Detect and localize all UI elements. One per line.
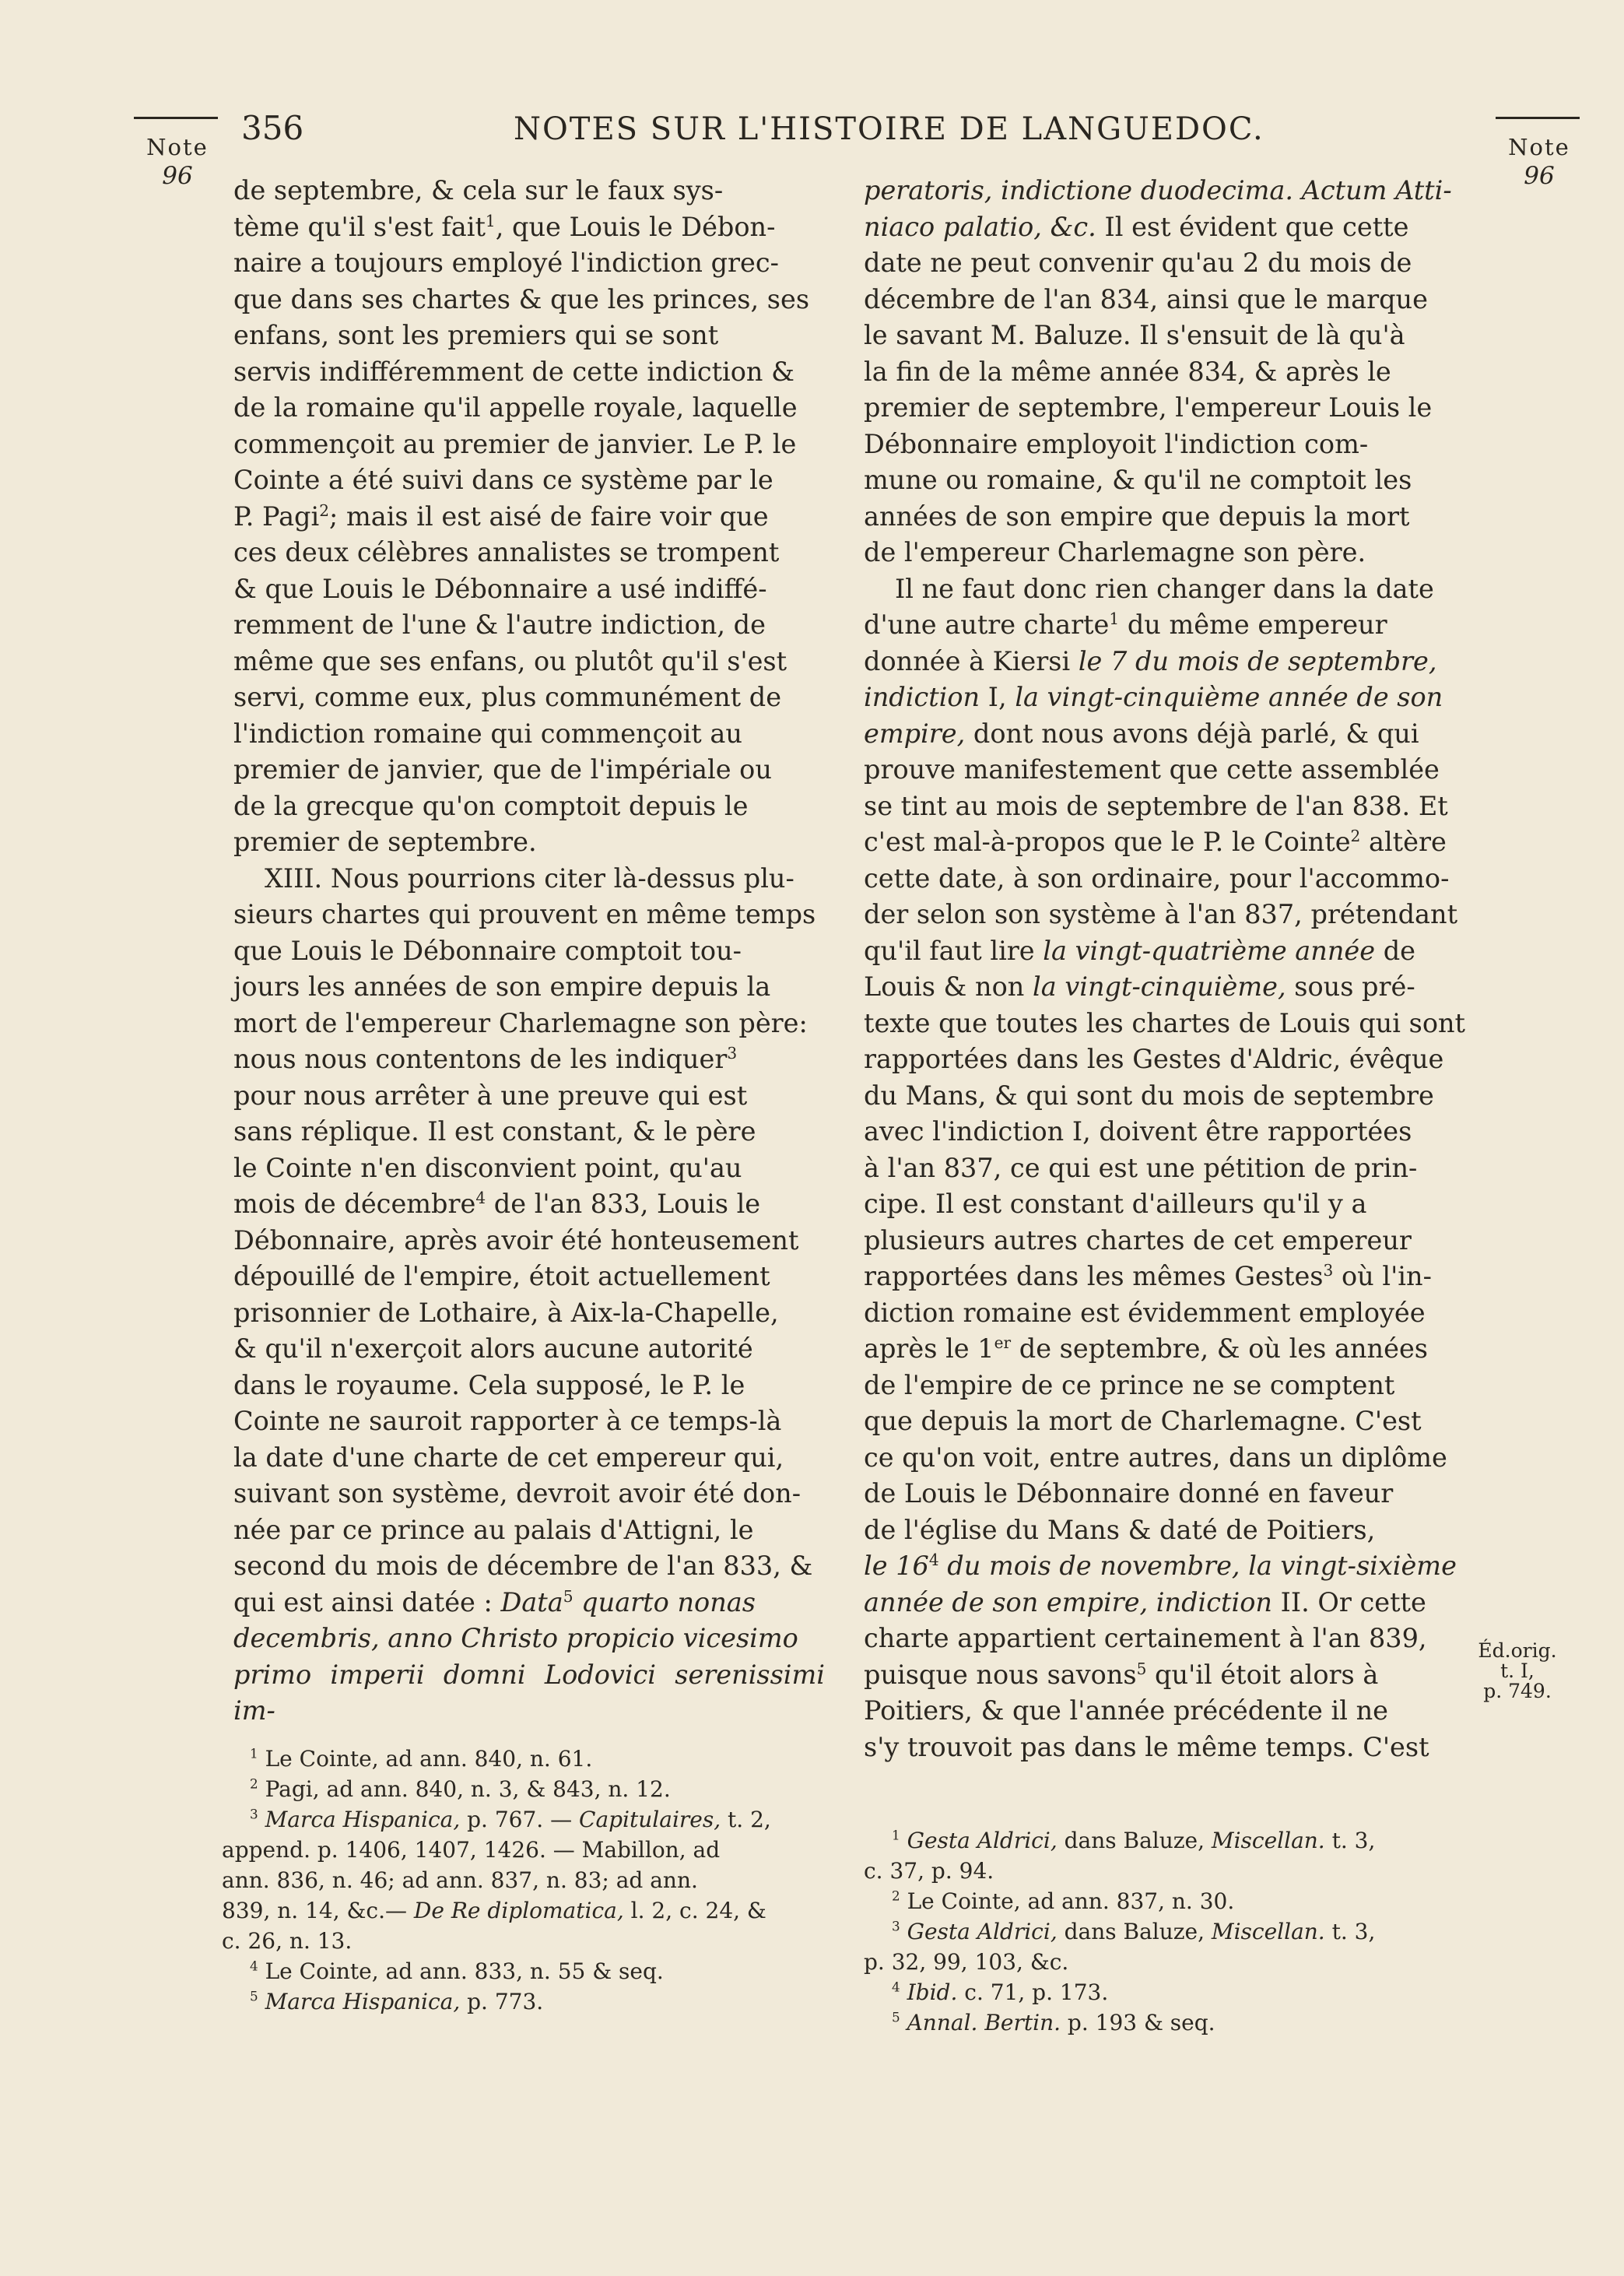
text-line: que Louis le Débonnaire comptoit tou- xyxy=(233,935,742,966)
text-line: née par ce prince au palais d'Attigni, le xyxy=(233,1514,754,1545)
note-number-left: 96 xyxy=(162,162,193,190)
text-line: commençoit au premier de janvier. Le P. le xyxy=(233,428,797,459)
right-column xyxy=(864,173,1471,1765)
text-line: plusieurs autres chartes de cet empereur xyxy=(864,1224,1412,1256)
text-line: que dans ses chartes & que les princes, ses xyxy=(233,283,810,314)
footnote: $^4$ Ibid. c. 71, p. 173. xyxy=(892,1979,1109,2005)
footnote: $^5$ Annal. Bertin. p. 193 & seq. xyxy=(892,2009,1215,2035)
footnote: $^2$ Le Cointe, ad ann. 837, n. 30. xyxy=(892,1888,1235,1914)
text-line: après le 1er de septembre, & où les années xyxy=(864,1333,1428,1364)
note-label-left: Note xyxy=(146,134,209,160)
ordinal-suffix: er xyxy=(994,1333,1012,1352)
text-line: Cointe a été suivi dans ce système par le xyxy=(233,465,773,495)
text-line: second du mois de décembre de l'an 833, & xyxy=(233,1551,813,1581)
text-line: de la romaine qu'il appelle royale, laquelle xyxy=(233,392,798,423)
text-line: empire, dont nous avons déjà parlé, & qui xyxy=(864,718,1419,749)
footnote-continuation: append. p. 1406, 1407, 1426. — Mabillon, ad xyxy=(222,1837,721,1863)
text-line: d'une autre charte$^1$ du même empereur xyxy=(864,609,1387,640)
text-line: suivant son système, devroit avoir été don- xyxy=(233,1478,801,1509)
header-rule-right xyxy=(1496,117,1580,119)
text-line: la date d'une charte de cet empereur qui, xyxy=(233,1442,784,1473)
footnote-ref: 5 xyxy=(1136,1659,1147,1678)
footnote-ref: 5 xyxy=(563,1586,573,1606)
footnotes-left xyxy=(222,1744,829,2017)
footnote: $^3$ Marca Hispanica, p. 767. — Capitulaires, t. 2, xyxy=(250,1806,771,1832)
text-line: rapportées dans les Gestes d'Aldric, évêque xyxy=(864,1044,1444,1074)
footnote: $^3$ Gesta Aldrici, dans Baluze, Miscellan. t. 3, xyxy=(892,1918,1376,1944)
text-line: charte appartient certainement à l'an 839, xyxy=(864,1623,1427,1653)
text-line: premier de septembre, l'empereur Louis le xyxy=(864,392,1433,423)
text-line: dans le royaume. Cela supposé, le P. le xyxy=(233,1369,745,1400)
text-line: decembris, anno Christo propicio vicesimo xyxy=(233,1623,798,1653)
text-line: der selon son système à l'an 837, prétendant xyxy=(864,899,1458,929)
text-line: l'indiction romaine qui commençoit au xyxy=(233,718,742,749)
text-line: remment de l'une & l'autre indiction, de xyxy=(233,609,766,640)
text-line: décembre de l'an 834, ainsi que le marque xyxy=(864,283,1428,314)
text-line: primo imperii domni Lodovici serenissimi im- xyxy=(233,1659,825,1726)
text-line: ce qu'on voit, entre autres, dans un diplôme xyxy=(864,1442,1447,1473)
text-line: à l'an 837, ce qui est une pétition de prin- xyxy=(864,1152,1418,1183)
text-line: années de son empire que depuis la mort xyxy=(864,501,1410,532)
text-line: qu'il faut lire la vingt-quatrième année de xyxy=(864,935,1416,966)
text-line: de l'empire de ce prince ne se comptent xyxy=(864,1369,1395,1400)
text-line: & qu'il n'exerçoit alors aucune autorité xyxy=(233,1333,753,1364)
footnote-ref: 1 xyxy=(485,211,496,230)
text-line: diction romaine est évidemment employée xyxy=(864,1297,1426,1328)
text-line: date ne peut convenir qu'au 2 du mois de xyxy=(864,248,1412,278)
text-line: premier de septembre. xyxy=(233,827,537,857)
text-line: indiction I, la vingt-cinquième année de son xyxy=(864,682,1443,712)
text-line: le savant M. Baluze. Il s'ensuit de là qu'à xyxy=(864,320,1405,350)
text-line: Cointe ne sauroit rapporter à ce temps-là xyxy=(233,1406,782,1436)
text-line: avec l'indiction I, doivent être rapportées xyxy=(864,1116,1412,1147)
text-line: la fin de la même année 834, & après le xyxy=(864,356,1391,387)
footnote-ref: 1 xyxy=(1109,609,1120,628)
footnote-continuation: 839, n. 14, &c.— De Re diplomatica, l. 2, c. 24, & xyxy=(222,1898,766,1923)
footnote: $^5$ Marca Hispanica, p. 773. xyxy=(250,1988,544,2014)
text-line: de l'église du Mans & daté de Poitiers, xyxy=(864,1514,1376,1545)
running-title: NOTES SUR L'HISTOIRE DE LANGUEDOC. xyxy=(514,111,1264,147)
text-line: P. Pagi$^2$; mais il est aisé de faire voir que xyxy=(233,501,769,532)
header-rule-left xyxy=(134,117,218,119)
text-line: XIII. Nous pourrions citer là-dessus plu- xyxy=(265,862,794,894)
text-line: Débonnaire employoit l'indiction com- xyxy=(864,428,1369,459)
footnote-ref: 2 xyxy=(1350,826,1361,845)
footnote: $^4$ Le Cointe, ad ann. 833, n. 55 & seq. xyxy=(250,1958,664,1984)
text-line: prisonnier de Lothaire, à Aix-la-Chapelle, xyxy=(233,1297,779,1328)
text-line: Poitiers, & que l'année précédente il ne xyxy=(864,1695,1389,1726)
text-line: texte que toutes les chartes de Louis qui sont xyxy=(864,1007,1466,1038)
footnote-ref: 4 xyxy=(475,1188,486,1207)
text-line: niaco palatio, &c. Il est évident que cette xyxy=(864,211,1409,242)
footnote-continuation: c. 26, n. 13. xyxy=(222,1928,353,1954)
text-line: cipe. Il est constant d'ailleurs qu'il y a xyxy=(864,1189,1367,1219)
text-line: ces deux célèbres annalistes se trompent xyxy=(233,537,780,567)
footnote-continuation: c. 37, p. 94. xyxy=(864,1858,994,1884)
text-line: dépouillé de l'empire, étoit actuellement xyxy=(233,1261,770,1291)
text-line: sieurs chartes qui prouvent en même temps xyxy=(233,899,816,929)
text-line: se tint au mois de septembre de l'an 838. Et xyxy=(864,790,1448,821)
text-line: prouve manifestement que cette assemblée xyxy=(864,754,1440,785)
footnote-ref: 4 xyxy=(928,1550,939,1569)
text-line: s'y trouvoit pas dans le même temps. C'est xyxy=(864,1731,1429,1762)
text-line: tème qu'il s'est fait$^1$, que Louis le Débon- xyxy=(233,211,776,242)
footnote-ref: 3 xyxy=(1323,1260,1334,1280)
text-line: sans réplique. Il est constant, & le père xyxy=(233,1116,756,1147)
text-line: mort de l'empereur Charlemagne son père: xyxy=(233,1007,808,1038)
text-line: cette date, à son ordinaire, pour l'accommo- xyxy=(864,862,1450,894)
text-line: Louis & non la vingt-cinquième, sous pré- xyxy=(864,971,1415,1002)
footnote-continuation: ann. 836, n. 46; ad ann. 837, n. 83; ad ann. xyxy=(222,1867,698,1893)
text-line: & que Louis le Débonnaire a usé indiffé- xyxy=(233,573,767,604)
text-line: le Cointe n'en disconvient point, qu'au xyxy=(233,1152,742,1183)
text-line: donnée à Kiersi le 7 du mois de septembre, xyxy=(864,645,1437,676)
text-line: jours les années de son empire depuis la xyxy=(233,971,771,1002)
text-line: naire a toujours employé l'indiction grec- xyxy=(233,248,779,278)
text-line: qui est ainsi datée : Data$^5$ quarto nonas xyxy=(233,1586,756,1617)
footnote: $^1$ Le Cointe, ad ann. 840, n. 61. xyxy=(250,1745,593,1772)
text-line: mune ou romaine, & qu'il ne comptoit les xyxy=(864,465,1412,495)
text-line: nous nous contentons de les indiquer$^3$ xyxy=(233,1043,738,1074)
text-line: servis indifféremment de cette indiction & xyxy=(233,356,794,387)
note-label-right: Note xyxy=(1508,134,1570,160)
text-line: année de son empire, indiction II. Or cette xyxy=(864,1586,1426,1617)
text-line: de l'empereur Charlemagne son père. xyxy=(864,537,1366,567)
footnote-ref: 2 xyxy=(319,501,330,520)
text-line: pour nous arrêter à une preuve qui est xyxy=(233,1080,748,1111)
text-line: Débonnaire, après avoir été honteusement xyxy=(233,1224,799,1256)
text-line: enfans, sont les premiers qui se sont xyxy=(233,320,719,350)
page-number: 356 xyxy=(241,109,304,147)
footnote: $^1$ Gesta Aldrici, dans Baluze, Miscellan. t. 3, xyxy=(892,1827,1376,1853)
footnotes-right xyxy=(864,1825,1471,2038)
text-line: servi, comme eux, plus communément de xyxy=(233,682,782,712)
text-line: que depuis la mort de Charlemagne. C'est xyxy=(864,1406,1422,1436)
text-line: c'est mal-à-propos que le P. le Cointe$^2$ altère xyxy=(864,826,1447,857)
text-line: mois de décembre$^4$ de l'an 833, Louis le xyxy=(233,1188,761,1219)
footnote-continuation: p. 32, 99, 103, &c. xyxy=(864,1949,1069,1975)
text-line: premier de janvier, que de l'impériale ou xyxy=(233,754,772,785)
footnote-ref: 3 xyxy=(727,1043,738,1062)
text-line: de la grecque qu'on comptoit depuis le xyxy=(233,790,749,821)
text-line: le $16^4$ du mois de novembre, la vingt-sixième xyxy=(864,1550,1457,1581)
footnote: $^2$ Pagi, ad ann. 840, n. 3, & 843, n. 12. xyxy=(250,1775,671,1802)
text-line: de Louis le Débonnaire donné en faveur xyxy=(864,1478,1394,1509)
text-line: du Mans, & qui sont du mois de septembre xyxy=(864,1080,1434,1111)
text-line: peratoris, indictione duodecima. Actum Atti- xyxy=(864,175,1452,205)
text-line: de septembre, & cela sur le faux sys- xyxy=(233,175,724,205)
text-line: même que ses enfans, ou plutôt qu'il s'est xyxy=(233,645,787,676)
text-line: Il ne faut donc rien changer dans la date xyxy=(895,573,1434,604)
margin-reference: Éd.orig. t. I, p. 749. xyxy=(1478,1639,1557,1702)
text-line: rapportées dans les mêmes Gestes$^3$ où l'in- xyxy=(864,1260,1432,1291)
note-number-right: 96 xyxy=(1524,162,1555,190)
text-line: puisque nous savons$^5$ qu'il étoit alors à xyxy=(864,1659,1379,1690)
left-column xyxy=(233,173,825,1730)
